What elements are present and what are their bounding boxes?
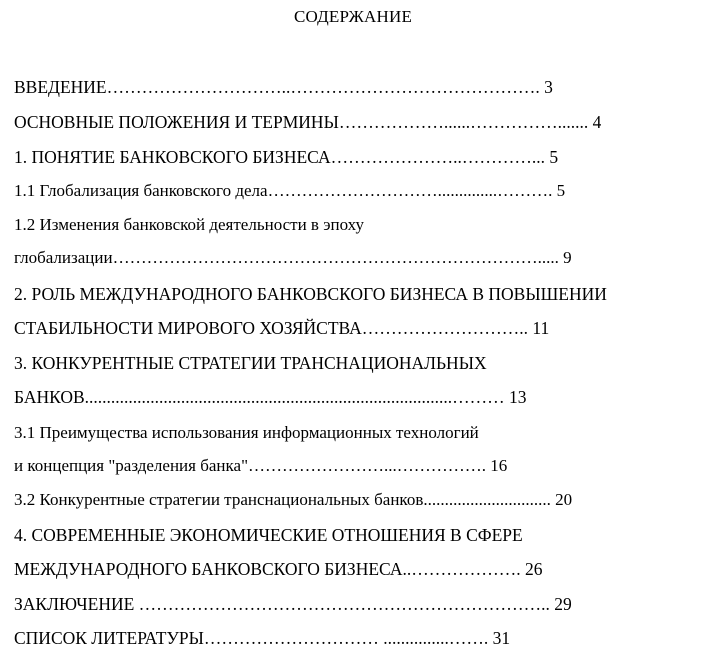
toc-entry-section-3-1-line1: 3.1 Преимущества использования информационных технологий [14,423,479,442]
toc-entry-basic-terms: ОСНОВНЫЕ ПОЛОЖЕНИЯ И ТЕРМИНЫ………………......……………....... 4 [14,112,602,132]
toc-entry-chapter-1: 1. ПОНЯТИЕ БАНКОВСКОГО БИЗНЕСА…………………..…………... 5 [14,147,559,167]
toc-entry-chapter-2-line1: 2. РОЛЬ МЕЖДУНАРОДНОГО БАНКОВСКОГО БИЗНЕСА В ПОВЫШЕНИИ [14,284,607,304]
toc-entry-conclusion: ЗАКЛЮЧЕНИЕ …………………………………………………………….. 29 [14,594,572,614]
toc-entry-section-3-2: 3.2 Конкурентные стратегии транснациональных банков.............................. 20 [14,490,573,509]
toc-entry-chapter-4-line1: 4. СОВРЕМЕННЫЕ ЭКОНОМИЧЕСКИЕ ОТНОШЕНИЯ В СФЕРЕ [14,525,523,545]
toc-entry-chapter-4-line2: МЕЖДУНАРОДНОГО БАНКОВСКОГО БИЗНЕСА..………………. 26 [14,559,543,579]
page-title: СОДЕРЖАНИЕ [293,7,413,26]
toc-entry-chapter-2-line2: СТАБИЛЬНОСТИ МИРОВОГО ХОЗЯЙСТВА……………………….. 11 [14,318,550,338]
toc-entry-chapter-3-line2: БАНКОВ....................................................................................……… 13 [14,387,527,407]
toc-entry-section-1-1: 1.1 Глобализация банковского дела…………………………..............………. 5 [14,181,566,200]
toc-entry-bibliography: СПИСОК ЛИТЕРАТУРЫ………………………… ...............……. 31 [14,628,511,648]
toc-entry-section-1-2-line2: глобализации…………………………………………………………………..... 9 [14,248,572,267]
toc-entry-introduction: ВВЕДЕНИЕ…………………………..……………………………………. 3 [14,77,553,97]
toc-entry-section-3-1-line2: и концепция "разделения банка"……………………...……………. 16 [14,456,508,475]
toc-entry-chapter-3-line1: 3. КОНКУРЕНТНЫЕ СТРАТЕГИИ ТРАНСНАЦИОНАЛЬНЫХ [14,353,487,373]
toc-entry-section-1-2-line1: 1.2 Изменения банковской деятельности в эпоху [14,215,365,234]
